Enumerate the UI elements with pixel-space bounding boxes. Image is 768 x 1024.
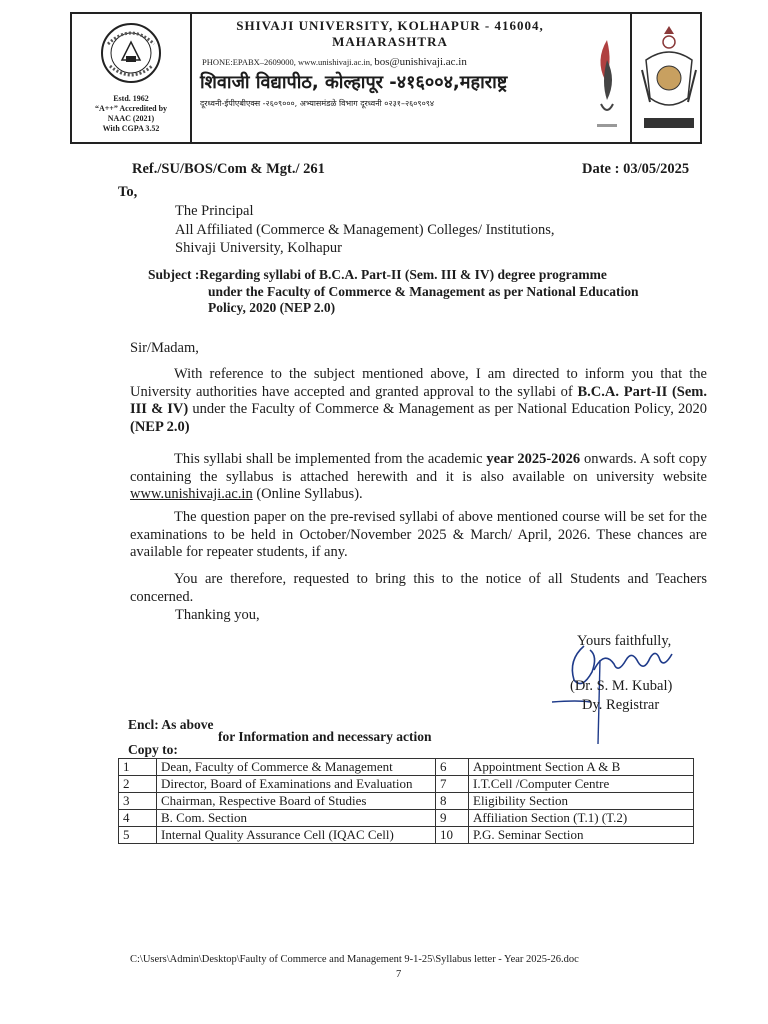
subject-text: under the Faculty of Commerce & Management as per National Education xyxy=(208,283,639,299)
letterhead-seal-panel xyxy=(72,14,192,142)
table-cell: 7 xyxy=(436,776,469,793)
enclosure-note: Encl: As above xyxy=(128,717,214,732)
website-link[interactable]: www.unishivaji.ac.in xyxy=(130,486,253,502)
university-name-en: SHIVAJI UNIVERSITY, KOLHAPUR - 416004, xyxy=(236,18,544,33)
letterhead-divider xyxy=(630,14,632,142)
salutation: Sir/Madam, xyxy=(130,340,199,356)
paragraph-implementation xyxy=(130,451,707,504)
table-row xyxy=(119,827,694,844)
page-number: 7 xyxy=(396,969,402,980)
paragraph-bold: B.C.A. Part-II (Sem. III & IV) xyxy=(130,383,707,417)
table-row xyxy=(119,810,694,827)
table-cell: Dean, Faculty of Commerce & Management xyxy=(157,759,436,776)
copy-to-table-body xyxy=(119,759,694,844)
paragraph-text: This syllabi shall be implemented from the academic xyxy=(174,451,487,467)
university-state-en: MAHARASHTRA xyxy=(332,34,448,49)
table-cell: P.G. Seminar Section xyxy=(469,827,694,844)
address-line: All Affiliated (Commerce & Management) Colleges/ Institutions, xyxy=(175,222,555,238)
paragraph-notice: You are therefore, requested to bring this to the notice of all Students and Teachers concerned. xyxy=(130,571,707,605)
table-cell: 9 xyxy=(436,810,469,827)
table-cell: 3 xyxy=(119,793,157,810)
paragraph-text: onwards. A soft copy containing the syllabus is attached herewith and it is also available on university website xyxy=(130,451,707,485)
table-cell: 10 xyxy=(436,827,469,844)
contact-line-mr: दूरध्वनी-ईपीएबीएक्स -२६०९०००, अभ्यासमंडळे विभाग दूरध्वनी ०२३१–२६०९०९४ xyxy=(200,99,435,108)
accreditation-text xyxy=(74,94,188,134)
table-cell: 6 xyxy=(436,759,469,776)
table-cell: Eligibility Section xyxy=(469,793,694,810)
signatory-designation: Dy. Registrar xyxy=(582,697,660,713)
phone-website: PHONE:EPABX–2609000, www.unishivaji.ac.in, xyxy=(202,57,373,67)
paragraph-text: (Online Syllabus). xyxy=(252,486,363,502)
paragraph-approval xyxy=(130,366,707,436)
subject-text: Regarding syllabi of B.C.A. Part-II (Sem. III & IV) degree programme xyxy=(199,267,607,282)
letterhead xyxy=(70,12,702,144)
subject-block xyxy=(148,267,708,317)
letter-date: Date : 03/05/2025 xyxy=(582,161,690,177)
table-cell: Director, Board of Examinations and Evaluation xyxy=(157,776,436,793)
letterhead-title-block xyxy=(194,14,586,142)
accreditation-line: NAAC (2021) xyxy=(107,114,155,123)
table-cell: 4 xyxy=(119,810,157,827)
copy-to-label: Copy to: xyxy=(128,742,178,757)
address-line: Shivaji University, Kolhapur xyxy=(175,240,342,256)
paragraph-question-paper: The question paper on the pre-revised syllabi of above mentioned course will be set for the examinations to be held in October/November 2025 & March/ April, 2026. These chances are available for repeater students, if any. xyxy=(130,509,707,560)
thanking-text: Thanking you, xyxy=(175,607,260,623)
subject-text: Policy, 2020 (NEP 2.0) xyxy=(208,300,336,315)
paragraph-text: under the Faculty of Commerce & Management as per National Education Policy, 2020 xyxy=(188,401,707,417)
table-row xyxy=(119,759,694,776)
table-row xyxy=(119,793,694,810)
table-cell: Affiliation Section (T.1) (T.2) xyxy=(469,810,694,827)
table-row xyxy=(119,776,694,793)
paragraph-text: With reference to the subject mentioned above, I am directed to inform you that the University authorities have accepted and granted approval to the syllabi of xyxy=(130,366,707,400)
paragraph-bold: (NEP 2.0) xyxy=(130,418,190,435)
file-path-footer: C:\Users\Admin\Desktop\Faulty of Commerce and Management 9-1-25\Syllabus letter - Year 2025-26.doc xyxy=(130,954,579,965)
university-seal-icon xyxy=(100,22,162,84)
table-cell: Chairman, Respective Board of Studies xyxy=(157,793,436,810)
address-line: The Principal xyxy=(175,203,254,219)
table-cell: 2 xyxy=(119,776,157,793)
table-cell: Internal Quality Assurance Cell (IQAC Cell) xyxy=(157,827,436,844)
accreditation-line: With CGPA 3.52 xyxy=(102,124,160,133)
table-cell: 1 xyxy=(119,759,157,776)
subject-label: Subject : xyxy=(148,267,200,282)
to-label: To, xyxy=(118,184,138,200)
accreditation-line: “A++” Accredited by xyxy=(94,104,168,113)
table-cell: B. Com. Section xyxy=(157,810,436,827)
flame-emblem-icon xyxy=(587,20,627,138)
copy-to-table xyxy=(118,758,694,844)
closing-yours-faithfully: Yours faithfully, xyxy=(577,633,672,649)
table-cell: 5 xyxy=(119,827,157,844)
reference-number: Ref./SU/BOS/Com & Mgt./ 261 xyxy=(132,161,325,177)
university-name-mr: शिवाजी विद्यापीठ, कोल्हापूर -४१६००४,महाराष्ट्र xyxy=(200,72,508,93)
table-cell: 8 xyxy=(436,793,469,810)
table-cell: I.T.Cell /Computer Centre xyxy=(469,776,694,793)
paragraph-bold: year 2025-2026 xyxy=(486,451,581,467)
email-address: bos@unishivaji.ac.in xyxy=(374,56,467,68)
info-note: for Information and necessary action xyxy=(218,729,432,744)
estd-year: Estd. 1962 xyxy=(113,94,149,103)
signatory-name: (Dr. S. M. Kubal) xyxy=(570,678,673,694)
contact-line-en xyxy=(202,56,582,68)
royal-crest-icon xyxy=(638,20,700,138)
table-cell: Appointment Section A & B xyxy=(469,759,694,776)
